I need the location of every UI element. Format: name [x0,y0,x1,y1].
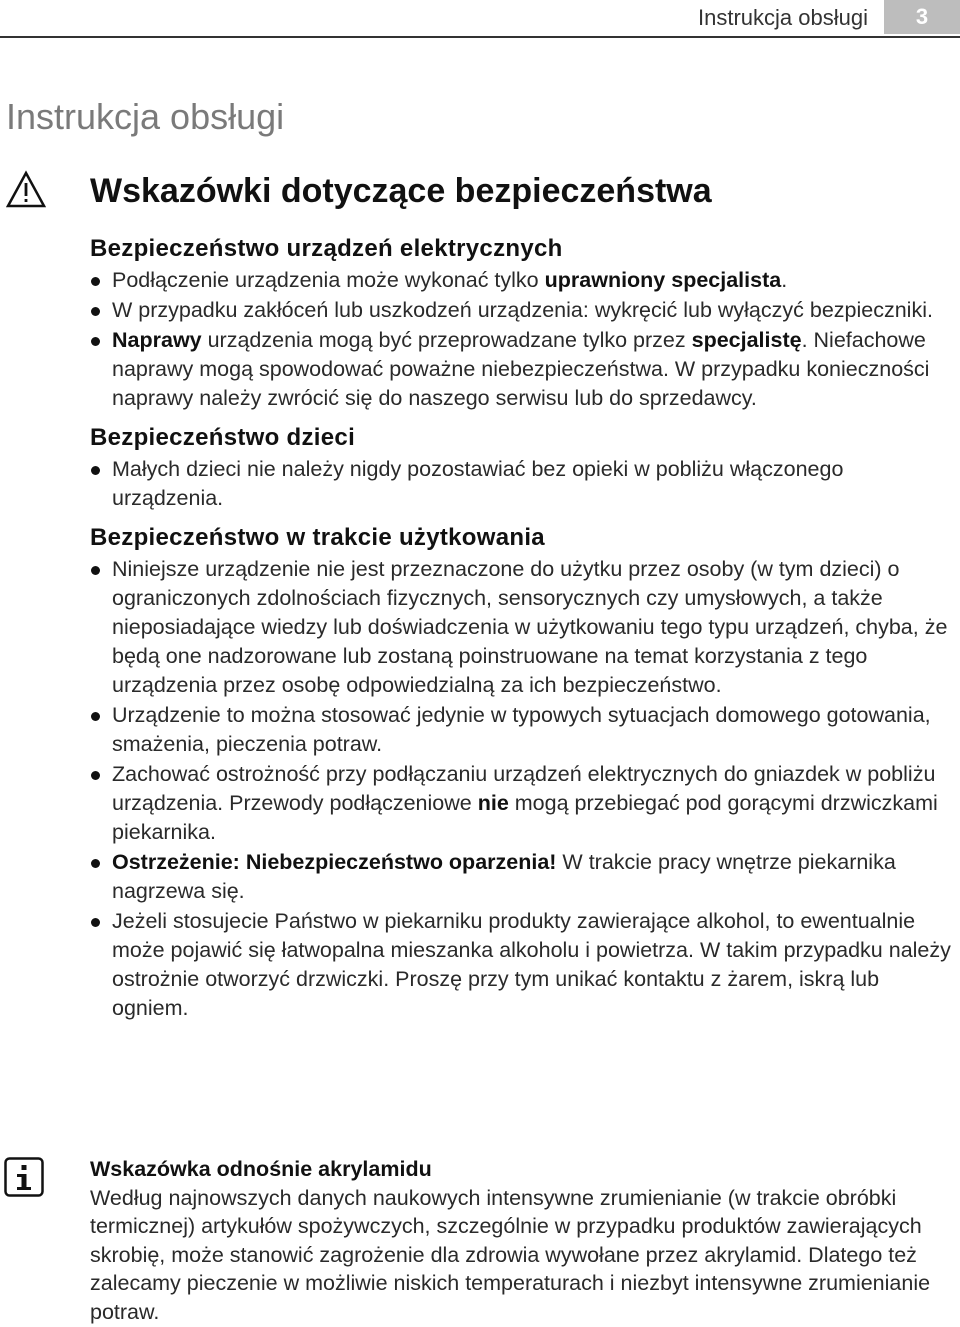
list-item: Podłączenie urządzenia może wykonać tylko uprawniony specjalista. [90,266,952,295]
chapter-title: Instrukcja obsługi [6,96,285,137]
info-icon [4,1157,44,1197]
electrical-safety-list [90,266,952,413]
header-title: Instrukcja obsługi [698,5,868,30]
list-item: Ostrzeżenie: Niebezpieczeństwo oparzenia! W trakcie pracy wnętrze piekarnika nagrzewa się. [90,848,952,906]
warning-triangle-icon [6,170,46,210]
safety-content [90,232,952,1031]
list-item: Naprawy urządzenia mogą być przeprowadzane tylko przez specjalistę. Niefachowe naprawy mogą spowodować poważne niebezpieczeństwa. W przypadku konieczności naprawy należy zwrócić się do naszego serwisu lub do sprzedawcy. [90,326,952,413]
header-rule [0,36,960,38]
heading-usage-safety: Bezpieczeństwo w trakcie użytkowania [90,524,545,551]
list-item: Urządzenie to można stosować jedynie w typowych sytuacjach domowego gotowania, smażenia, pieczenia potraw. [90,701,952,759]
list-item: W przypadku zakłóceń lub uszkodzeń urządzenia: wykręcić lub wyłączyć bezpieczniki. [90,296,952,325]
child-safety-list [90,455,952,513]
note-body: Według najnowszych danych naukowych intensywne zrumienianie (w trakcie obróbki termicznej) artykułów spożywczych, szczególnie w przypadku produktów zawierających skrobię, może stanowić zagrożenie dla zdrowia wywołane przez akrylamid. Dlatego też zalecamy pieczenie w możliwie niskich temperaturach i niezbyt intensywne zrumienianie potraw. [90,1185,931,1324]
list-item: Niniejsze urządzenie nie jest przeznaczone do użytku przez osoby (w tym dzieci) o ograniczonych zdolnościach fizycznych, sensorycznych czy umysłowych, a także nieposiadające wiedzy lub doświadczenia w użytkowaniu tego typu urządzeń, chyba, że będą one nadzorowane lub zostaną poinstruowane na temat korzystania z tego urządzenia przez osobę odpowiedzialną za ich bezpieczeństwo. [90,555,952,700]
list-item: Jeżeli stosujecie Państwo w piekarniku produkty zawierające alkohol, to ewentualnie może pojawić się łatwopalna mieszanka alkoholu i powietrza. W takim przypadku należy ostrożnie otworzyć drzwiczki. Proszę przy tym unikać kontaktu z żarem, iskrą lub ogniem. [90,907,952,1023]
page-number: 3 [884,0,960,34]
heading-child-safety: Bezpieczeństwo dzieci [90,424,356,451]
usage-safety-list [90,555,952,1023]
list-item: Małych dzieci nie należy nigdy pozostawiać bez opieki w pobliżu włączonego urządzenia. [90,455,952,513]
heading-electrical-safety: Bezpieczeństwo urządzeń elektrycznych [90,235,563,262]
acrylamide-note [90,1155,952,1326]
note-title: Wskazówka odnośnie akrylamidu [90,1157,432,1181]
running-header [0,0,960,36]
list-item: Zachować ostrożność przy podłączaniu urządzeń elektrycznych do gniazdek w pobliżu urządzenia. Przewody podłączeniowe nie mogą przebiegać pod gorącymi drzwiczkami piekarnika. [90,760,952,847]
section-title: Wskazówki dotyczące bezpieczeństwa [90,172,712,210]
